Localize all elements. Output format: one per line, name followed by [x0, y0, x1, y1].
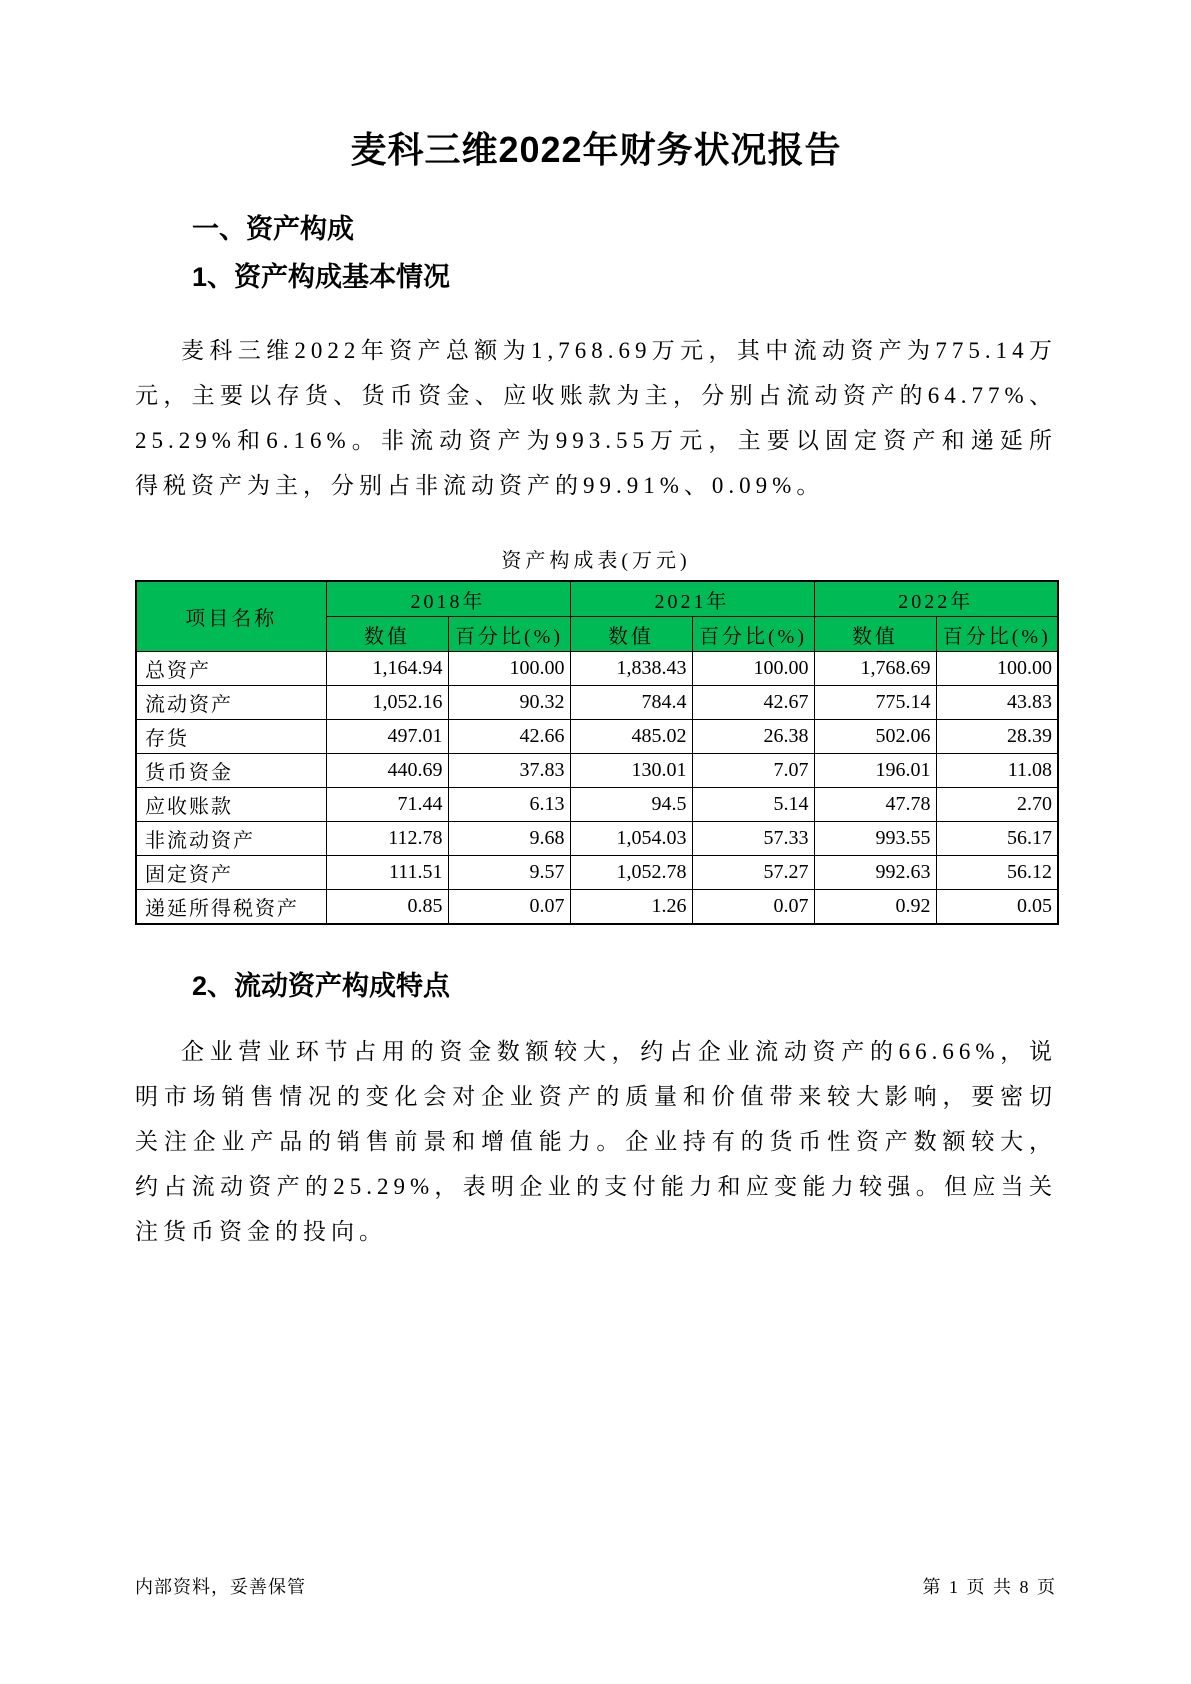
cell-value: 0.07 [692, 890, 814, 925]
cell-value: 28.39 [936, 720, 1058, 754]
cell-value: 100.00 [936, 652, 1058, 686]
subsection-heading-current-assets: 2、流动资产构成特点 [192, 971, 451, 1001]
cell-value: 7.07 [692, 754, 814, 788]
cell-value: 26.38 [692, 720, 814, 754]
row-label: 递延所得税资产 [136, 890, 326, 925]
cell-value: 42.66 [448, 720, 570, 754]
header-percent-2022: 百分比(%) [936, 617, 1058, 652]
cell-value: 440.69 [326, 754, 448, 788]
cell-value: 0.85 [326, 890, 448, 925]
row-label: 总资产 [136, 652, 326, 686]
cell-value: 485.02 [570, 720, 692, 754]
header-year-2021: 2021年 [570, 581, 814, 617]
table-row [136, 822, 1058, 856]
subsection-heading-basic-situation: 1、资产构成基本情况 [192, 262, 451, 292]
cell-value: 1,768.69 [814, 652, 936, 686]
cell-value: 497.01 [326, 720, 448, 754]
header-year-2018: 2018年 [326, 581, 570, 617]
header-value-2021: 数值 [570, 617, 692, 652]
cell-value: 43.83 [936, 686, 1058, 720]
cell-value: 1,164.94 [326, 652, 448, 686]
page-footer [135, 1574, 1057, 1600]
cell-value: 1.26 [570, 890, 692, 925]
row-label: 应收账款 [136, 788, 326, 822]
cell-value: 9.57 [448, 856, 570, 890]
row-label: 存货 [136, 720, 326, 754]
cell-value: 5.14 [692, 788, 814, 822]
paragraph-asset-overview: 麦科三维2022年资产总额为1,768.69万元，其中流动资产为775.14万元，主要以存货、货币资金、应收账款为主，分别占流动资产的64.77%、25.29%和6.16%。非流动资产为993.55万元，主要以固定资产和递延所得税资产为主，分别占非流动资产的99.91%、0.09%。 [135, 338, 1057, 498]
document-title: 麦科三维2022年财务状况报告 [350, 129, 842, 170]
cell-value: 1,052.78 [570, 856, 692, 890]
cell-value: 992.63 [814, 856, 936, 890]
header-year-2022: 2022年 [814, 581, 1058, 617]
table-row [136, 856, 1058, 890]
cell-value: 56.17 [936, 822, 1058, 856]
cell-value: 9.68 [448, 822, 570, 856]
cell-value: 100.00 [692, 652, 814, 686]
cell-value: 42.67 [692, 686, 814, 720]
cell-value: 0.92 [814, 890, 936, 925]
cell-value: 111.51 [326, 856, 448, 890]
paragraph-current-assets: 企业营业环节占用的资金数额较大，约占企业流动资产的66.66%，说明市场销售情况的变化会对企业资产的质量和价值带来较大影响，要密切关注企业产品的销售前景和增值能力。企业持有的货币性资产数额较大，约占流动资产的25.29%，表明企业的支付能力和应变能力较强。但应当关注货币资金的投向。 [135, 1039, 1057, 1244]
asset-composition-table [135, 580, 1059, 925]
header-item-name: 项目名称 [136, 581, 326, 652]
cell-value: 57.33 [692, 822, 814, 856]
cell-value: 1,838.43 [570, 652, 692, 686]
section-heading-asset-composition: 一、资产构成 [192, 214, 354, 244]
cell-value: 11.08 [936, 754, 1058, 788]
row-label: 固定资产 [136, 856, 326, 890]
cell-value: 90.32 [448, 686, 570, 720]
cell-value: 1,054.03 [570, 822, 692, 856]
cell-value: 784.4 [570, 686, 692, 720]
cell-value: 57.27 [692, 856, 814, 890]
row-label: 货币资金 [136, 754, 326, 788]
cell-value: 94.5 [570, 788, 692, 822]
cell-value: 130.01 [570, 754, 692, 788]
cell-value: 2.70 [936, 788, 1058, 822]
cell-value: 196.01 [814, 754, 936, 788]
cell-value: 37.83 [448, 754, 570, 788]
cell-value: 993.55 [814, 822, 936, 856]
header-value-2022: 数值 [814, 617, 936, 652]
table-header-year-row [136, 581, 1058, 617]
table-row [136, 686, 1058, 720]
table-caption: 资产构成表(万元) [501, 550, 691, 572]
table-row [136, 788, 1058, 822]
cell-value: 71.44 [326, 788, 448, 822]
cell-value: 0.07 [448, 890, 570, 925]
cell-value: 112.78 [326, 822, 448, 856]
cell-value: 775.14 [814, 686, 936, 720]
cell-value: 6.13 [448, 788, 570, 822]
row-label: 流动资产 [136, 686, 326, 720]
cell-value: 0.05 [936, 890, 1058, 925]
asset-table-body [136, 652, 1058, 925]
footer-confidential-note: 内部资料，妥善保管 [135, 1577, 306, 1597]
cell-value: 502.06 [814, 720, 936, 754]
row-label: 非流动资产 [136, 822, 326, 856]
header-percent-2018: 百分比(%) [448, 617, 570, 652]
cell-value: 1,052.16 [326, 686, 448, 720]
cell-value: 56.12 [936, 856, 1058, 890]
table-row [136, 652, 1058, 686]
table-row [136, 754, 1058, 788]
table-row [136, 890, 1058, 925]
footer-page-number: 第 1 页 共 8 页 [922, 1577, 1057, 1597]
cell-value: 47.78 [814, 788, 936, 822]
cell-value: 100.00 [448, 652, 570, 686]
table-row [136, 720, 1058, 754]
header-percent-2021: 百分比(%) [692, 617, 814, 652]
header-value-2018: 数值 [326, 617, 448, 652]
